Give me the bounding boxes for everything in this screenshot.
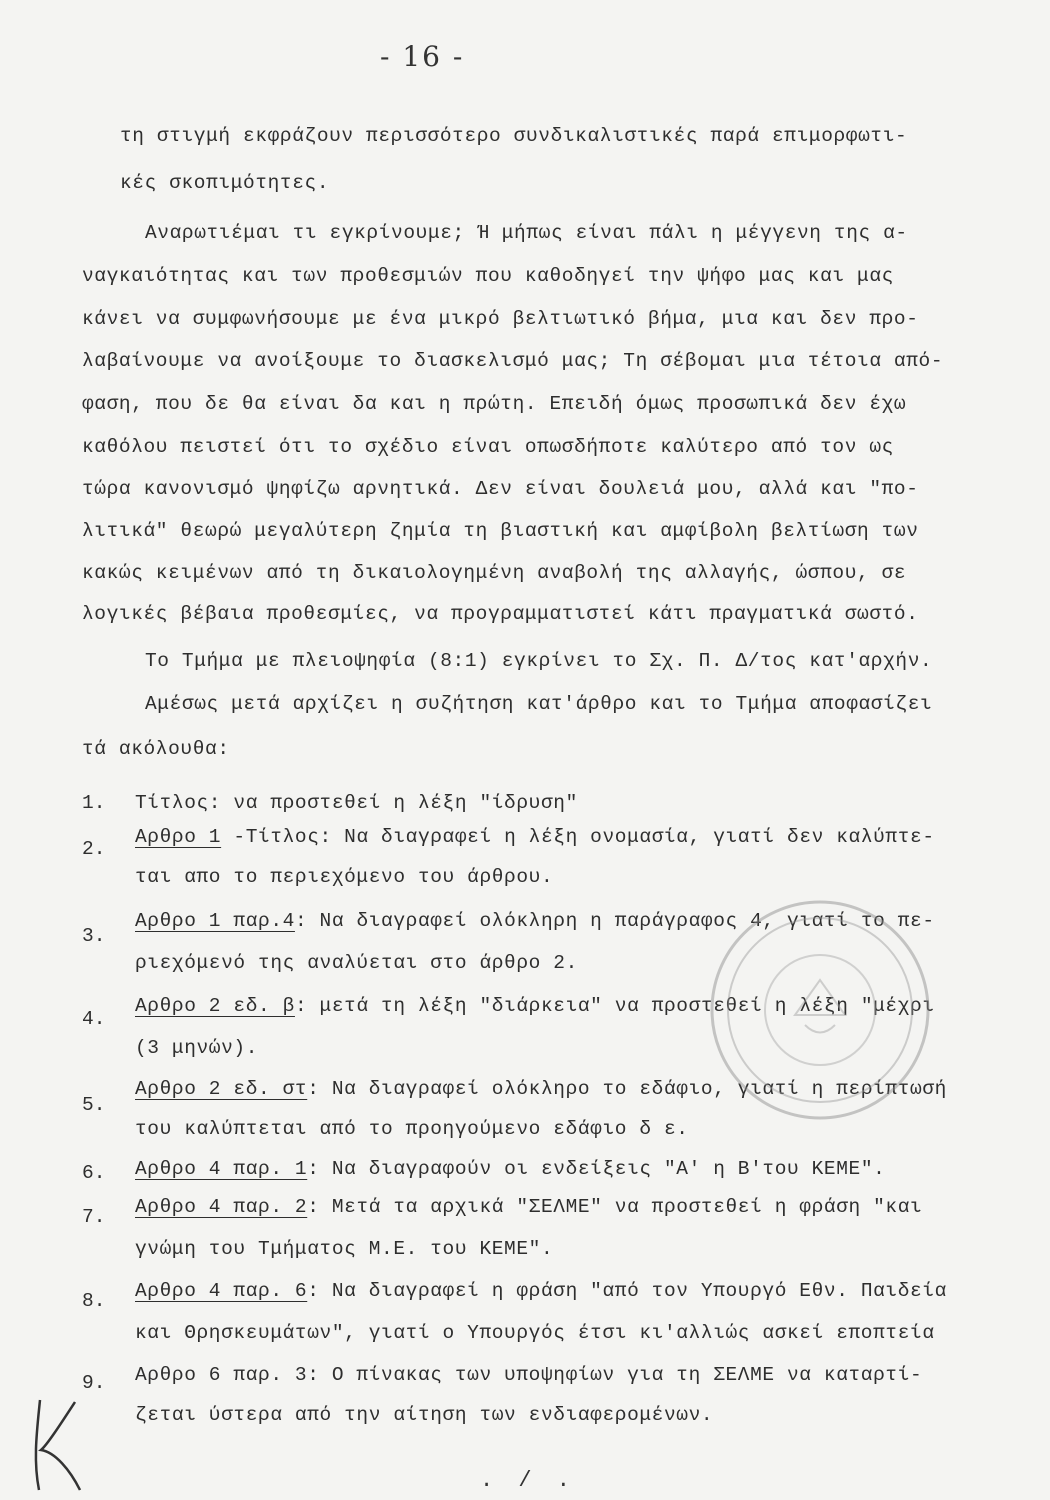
text-line: Αναρωτιέμαι τι εγκρίνουμε; Ή μήπως είναι πάλι η μέγγενη της α- (145, 222, 908, 244)
item-continuation: ριεχόμενό της αναλύεται στο άρθρο 2. (135, 952, 578, 974)
text-line: τώρα κανονισμό ψηφίζω αρνητικά. Δεν είναι δουλειά μου, αλλά και "πο- (82, 478, 919, 500)
item-text: : Μετά τα αρχικά "ΣΕΛΜΕ" να προστεθεί η φράση "και (307, 1196, 923, 1218)
item-line (135, 1280, 947, 1302)
item-text: : Να διαγραφεί η φράση "από τον Υπουργό Εθν. Παιδεία (307, 1280, 947, 1302)
text-line: Αμέσως μετά αρχίζει η συζήτηση κατ'άρθρο και το Τμήμα αποφασίζει (145, 693, 933, 715)
item-line (135, 826, 935, 848)
article-reference: Αρθρο 4 παρ. 1 (135, 1158, 308, 1180)
article-reference: Αρθρο 1 (135, 826, 222, 848)
item-number: 1. (82, 792, 106, 814)
text-line: Το Τμήμα με πλειοψηφία (8:1) εγκρίνει το Σχ. Π. Δ/τος κατ'αρχήν. (145, 650, 933, 672)
item-number: 3. (82, 925, 106, 947)
item-continuation: ζεται ύστερα από την αίτηση των ενδιαφερομένων. (135, 1404, 714, 1426)
text-line: λογικές βέβαια προθεσμίες, να προγραμματιστεί κάτι πραγματικά σωστό. (82, 603, 919, 625)
item-continuation: και Θρησκευμάτων", γιατί ο Υπουργός έτσι κι'αλλιώς ασκεί εποπτεία (135, 1322, 935, 1344)
text-line: ναγκαιότητας και των προθεσμιών που καθοδηγεί την ψήφο μας και μας (82, 265, 894, 287)
text-line: λιτικά" θεωρώ μεγαλύτερη ζημία τη βιαστική και αμφίβολη βελτίωση των (82, 520, 919, 542)
article-reference: Αρθρο 2 εδ. στ (135, 1078, 308, 1100)
text-line: καθόλου πειστεί ότι το σχέδιο είναι οπωσδήποτε καλύτερο από τον ως (82, 436, 894, 458)
article-reference: Αρθρο 4 παρ. 6 (135, 1280, 308, 1302)
item-continuation: ται απο το περιεχόμενο του άρθρου. (135, 866, 554, 888)
item-text: : Να διαγραφεί ολόκληρο το εδάφιο, γιατί η περίπτωσή (307, 1078, 947, 1100)
text-line: τά ακόλουθα: (82, 738, 230, 760)
text-line: φαση, που δε θα είναι δα και η πρώτη. Επειδή όμως προσωπικά δεν έχω (82, 393, 907, 415)
item-continuation: γνώμη του Τμήματος Μ.Ε. του ΚΕΜΕ". (135, 1238, 554, 1260)
item-number: 2. (82, 838, 106, 860)
page-number: - 16 - (380, 40, 465, 73)
item-line (135, 1196, 922, 1218)
item-number: 9. (82, 1372, 106, 1394)
signature-mark (25, 1390, 95, 1500)
item-number: 8. (82, 1290, 106, 1312)
item-line (135, 1158, 885, 1180)
item-number: 4. (82, 1008, 106, 1030)
item-text: : Να διαγραφεί ολόκληρη η παράγραφος 4, γιατί το πε- (294, 910, 935, 932)
item-continuation: του καλύπτεται από το προηγούμενο εδάφιο δ ε. (135, 1118, 689, 1140)
text-line: λαβαίνουμε να ανοίξουμε το διασκελισμό μας; Τη σέβομαι μια τέτοια από- (82, 350, 944, 372)
text-line: κάνει να συμφωνήσουμε με ένα μικρό βελτιωτικό βήμα, μια και δεν προ- (82, 308, 919, 330)
continuation-mark: . / . (480, 1468, 577, 1493)
text-line: κακώς κειμένων από τη δικαιολογημένη αναβολή της αλλαγής, ώσπου, σε (82, 562, 907, 584)
item-text: : μετά τη λέξη "διάρκεια" να προστεθεί η λέξη "μέχρι (294, 995, 935, 1017)
item-continuation: (3 μηνών). (135, 1037, 259, 1059)
item-text: : Να διαγραφούν οι ενδείξεις "Α' η Β'του ΚΕΜΕ". (307, 1158, 886, 1180)
article-reference: Αρθρο 1 παρ.4 (135, 910, 295, 932)
text-line: κές σκοπιμότητες. (120, 172, 330, 194)
item-number: 5. (82, 1094, 106, 1116)
article-reference: Αρθρο 4 παρ. 2 (135, 1196, 308, 1218)
item-number: 6. (82, 1162, 106, 1184)
item-number: 7. (82, 1206, 106, 1228)
text-line: τη στιγμή εκφράζουν περισσότερο συνδικαλιστικές παρά επιμορφωτι- (120, 125, 908, 147)
article-reference: Αρθρο 2 εδ. β (135, 995, 295, 1017)
item-text: Τίτλος: να προστεθεί η λέξη "ίδρυση" (135, 792, 578, 814)
item-text: -Τίτλος: Να διαγραφεί η λέξη ονομασία, γιατί δεν καλύπτε- (221, 826, 935, 848)
item-text: Αρθρο 6 παρ. 3: Ο πίνακας των υποψηφίων για τη ΣΕΛΜΕ να καταρτί- (135, 1364, 923, 1386)
official-stamp (705, 895, 935, 1125)
